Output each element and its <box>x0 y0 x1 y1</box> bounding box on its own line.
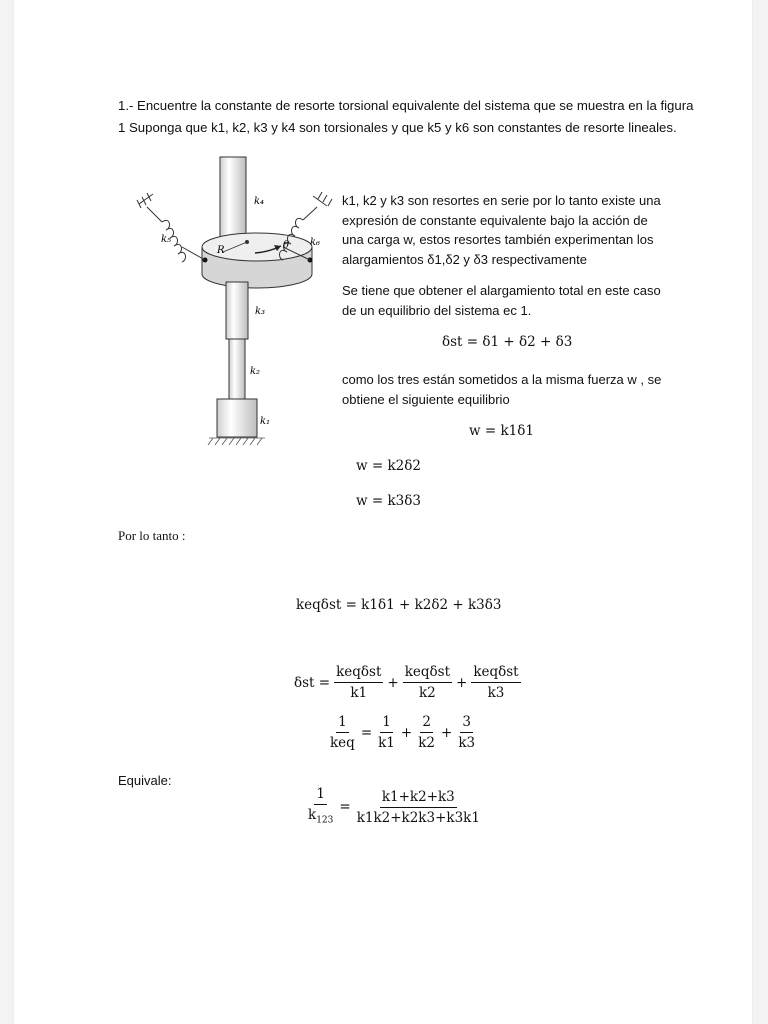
problem-line-1: 1.- Encuentre la constante de resorte torsional equivalente del sistema que se muestra en la figura <box>118 98 694 113</box>
equation-w-k2: w = k2δ2 <box>356 458 421 474</box>
fraction-final-lhs: $\frac{1}{k_{123}}$ <box>308 786 334 826</box>
para3-line-1: como los tres están sometidos a la misma fuerza w , se <box>342 372 662 387</box>
equation-w-k3: w = k3δ3 <box>356 493 421 509</box>
equivale-label: Equivale: <box>118 773 172 788</box>
explanation-para-2 <box>342 281 682 320</box>
equation-keq: keqδst = k1δ1 + k2δ2 + k3δ3 <box>296 597 502 613</box>
shaft-k2 <box>229 339 245 399</box>
label-k3: k₃ <box>255 306 266 317</box>
label-k4: k₄ <box>254 196 265 207</box>
disk <box>202 233 313 288</box>
spring-k5 <box>137 193 205 262</box>
equation-delta-fractions: δst = $\frac{\text{keqδst}}{k1}$ + $\frac{\text{keqδst}}{k2}$ + $\frac{\text{keqδst}}{k3}$ <box>294 664 519 701</box>
upper-shaft-k4 <box>220 157 246 237</box>
para2-line-1: Se tiene que obtener el alargamiento total en este caso <box>342 283 661 298</box>
equation-inverse-keq: $\frac{1}{\text{keq}}$ = $\frac{1}{k1}$ + $\frac{2}{k2}$ + $\frac{3}{k3}$ <box>330 714 476 751</box>
para3-line-2: obtiene el siguiente equilibrio <box>342 391 510 407</box>
fraction-term-1: $\frac{\text{keqδst}}{k1}$ <box>336 664 382 701</box>
shaft-k3 <box>226 282 248 339</box>
label-k6: k₆ <box>310 237 321 248</box>
explanation-para-1 <box>342 191 682 269</box>
label-k1: k₁ <box>260 416 271 427</box>
spring-shaft-figure <box>117 152 342 452</box>
para2-line-2: de un equilibrio del sistema ec 1. <box>342 302 532 318</box>
para1-line-2: expresión de constante equivalente bajo la acción de <box>342 212 648 228</box>
equation-w-k1: w = k1δ1 <box>469 423 534 439</box>
por-lo-tanto-label: Por lo tanto : <box>118 528 186 543</box>
explanation-para-3 <box>342 370 682 409</box>
document-page <box>14 0 752 1024</box>
ground-hatch-bottom <box>208 438 265 445</box>
equation-final: $\frac{1}{k_{123}}$ = $\frac{k1+k2+k3}{k1k2+k2k3+k3k1}$ <box>304 786 484 829</box>
para1-line-1: k1, k2 y k3 son resortes en serie por lo tanto existe una <box>342 193 661 208</box>
label-k5: k₅ <box>161 234 172 245</box>
problem-statement <box>118 95 748 139</box>
label-theta: θ <box>283 240 290 251</box>
problem-line-2: 1 Suponga que k1, k2, k3 y k4 son torsionales y que k5 y k6 son constantes de resorte lineales. <box>118 120 677 135</box>
fraction-term-3: $\frac{\text{keqδst}}{k3}$ <box>473 664 519 701</box>
block-k1 <box>217 399 257 437</box>
equation-total-elongation: δst = δ1 + δ2 + δ3 <box>442 334 573 350</box>
fraction-final-rhs: $\frac{k1+k2+k3}{k1k2+k2k3+k3k1}$ <box>356 788 480 826</box>
delta-lhs: δst = <box>294 674 331 691</box>
label-R: R <box>217 245 225 256</box>
label-k2: k₂ <box>250 366 261 377</box>
para1-line-3: una carga w, estos resortes también experimentan los <box>342 232 654 247</box>
fraction-lhs: $\frac{1}{\text{keq}}$ <box>330 714 355 751</box>
para1-line-4: alargamientos δ1,δ2 y δ3 respectivamente <box>342 251 587 267</box>
fraction-term-2: $\frac{\text{keqδst}}{k2}$ <box>404 664 450 701</box>
